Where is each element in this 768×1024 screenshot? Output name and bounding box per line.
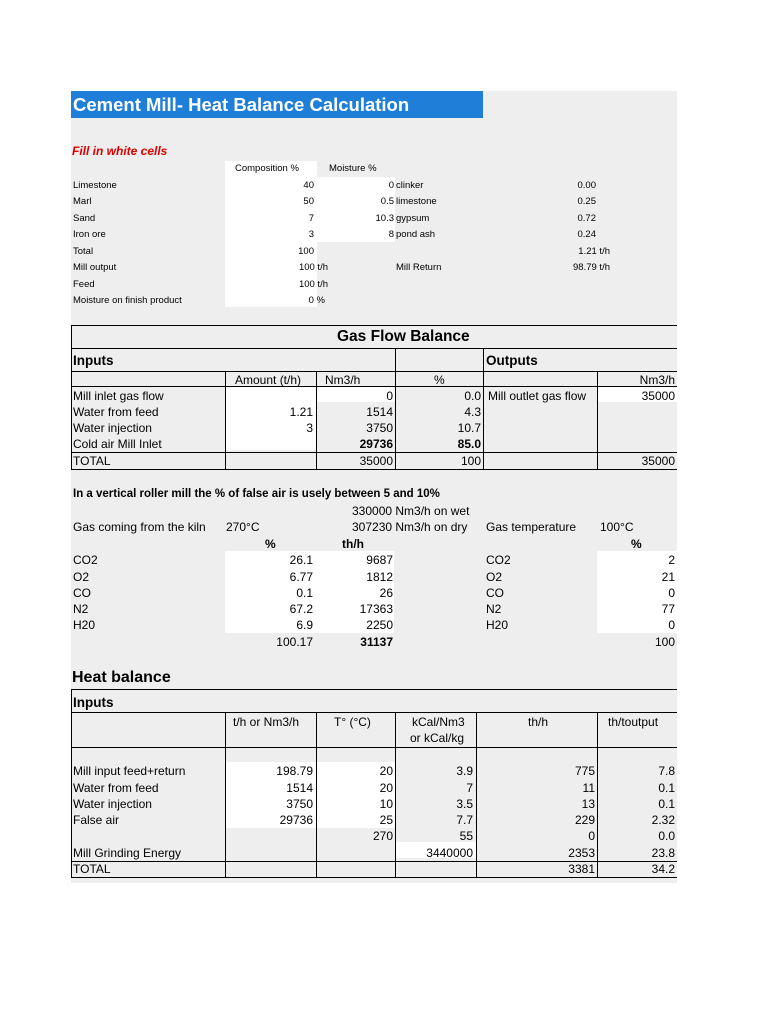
- mill-return-label: Mill Return: [396, 262, 442, 273]
- gas-temp-value: 100°C: [600, 520, 634, 534]
- moisture-finish-label: Moisture on finish product: [73, 295, 182, 306]
- header-moisture: Moisture %: [329, 163, 377, 174]
- false-air-note: In a vertical roller mill the % of false air is usely between 5 and 10%: [73, 488, 440, 500]
- gas-flow-title: Gas Flow Balance: [337, 328, 470, 345]
- col-out-nm3: Nm3/h: [639, 373, 675, 387]
- col-amount: Amount (t/h): [235, 373, 302, 387]
- total-right: 1.21 t/h: [578, 246, 610, 257]
- moisture-finish-value: 0 %: [308, 295, 325, 306]
- heat-balance-title: Heat balance: [72, 669, 171, 686]
- kiln-col-out-pct: %: [631, 537, 642, 551]
- col-pct: %: [434, 373, 445, 387]
- heat-col-thout: th/toutput: [608, 715, 659, 729]
- kiln-wet-line: 330000 Nm3/h on wet: [352, 504, 470, 518]
- kiln-gas-temp: 270°C: [226, 520, 260, 534]
- mill-output-label: Mill output: [73, 262, 117, 273]
- page-title: Cement Mill- Heat Balance Calculation: [71, 91, 483, 118]
- gas-outputs-label: Outputs: [486, 353, 538, 368]
- heat-col-thh: th/h: [528, 715, 549, 729]
- mill-output-value: 100 t/h: [298, 262, 328, 273]
- gas-temp-label: Gas temperature: [486, 520, 577, 534]
- kiln-col-pct: %: [265, 537, 276, 551]
- col-nm3: Nm3/h: [325, 373, 361, 387]
- heat-col-kcal-2: or kCal/kg: [410, 731, 465, 745]
- feed-label: Feed: [73, 279, 95, 290]
- gas-inputs-label: Inputs: [73, 353, 114, 368]
- heat-inputs-label: Inputs: [73, 695, 114, 710]
- fill-note: Fill in white cells: [72, 144, 168, 158]
- mill-return-value: 98.79 t/h: [573, 262, 610, 273]
- kiln-gas-label: Gas coming from the kiln: [73, 520, 206, 534]
- header-composition: Composition %: [235, 163, 299, 174]
- heat-col-flow: t/h or Nm3/h: [233, 715, 300, 729]
- total-value: 100: [298, 246, 314, 257]
- feed-value: 100 t/h: [298, 279, 328, 290]
- heat-col-kcal-1: kCal/Nm3: [412, 715, 465, 729]
- kiln-col-thh: th/h: [342, 537, 364, 551]
- heat-col-temp: T° (°C): [334, 715, 371, 729]
- kiln-dry-line: 307230 Nm3/h on dry: [352, 520, 468, 534]
- total-label: Total: [73, 246, 94, 257]
